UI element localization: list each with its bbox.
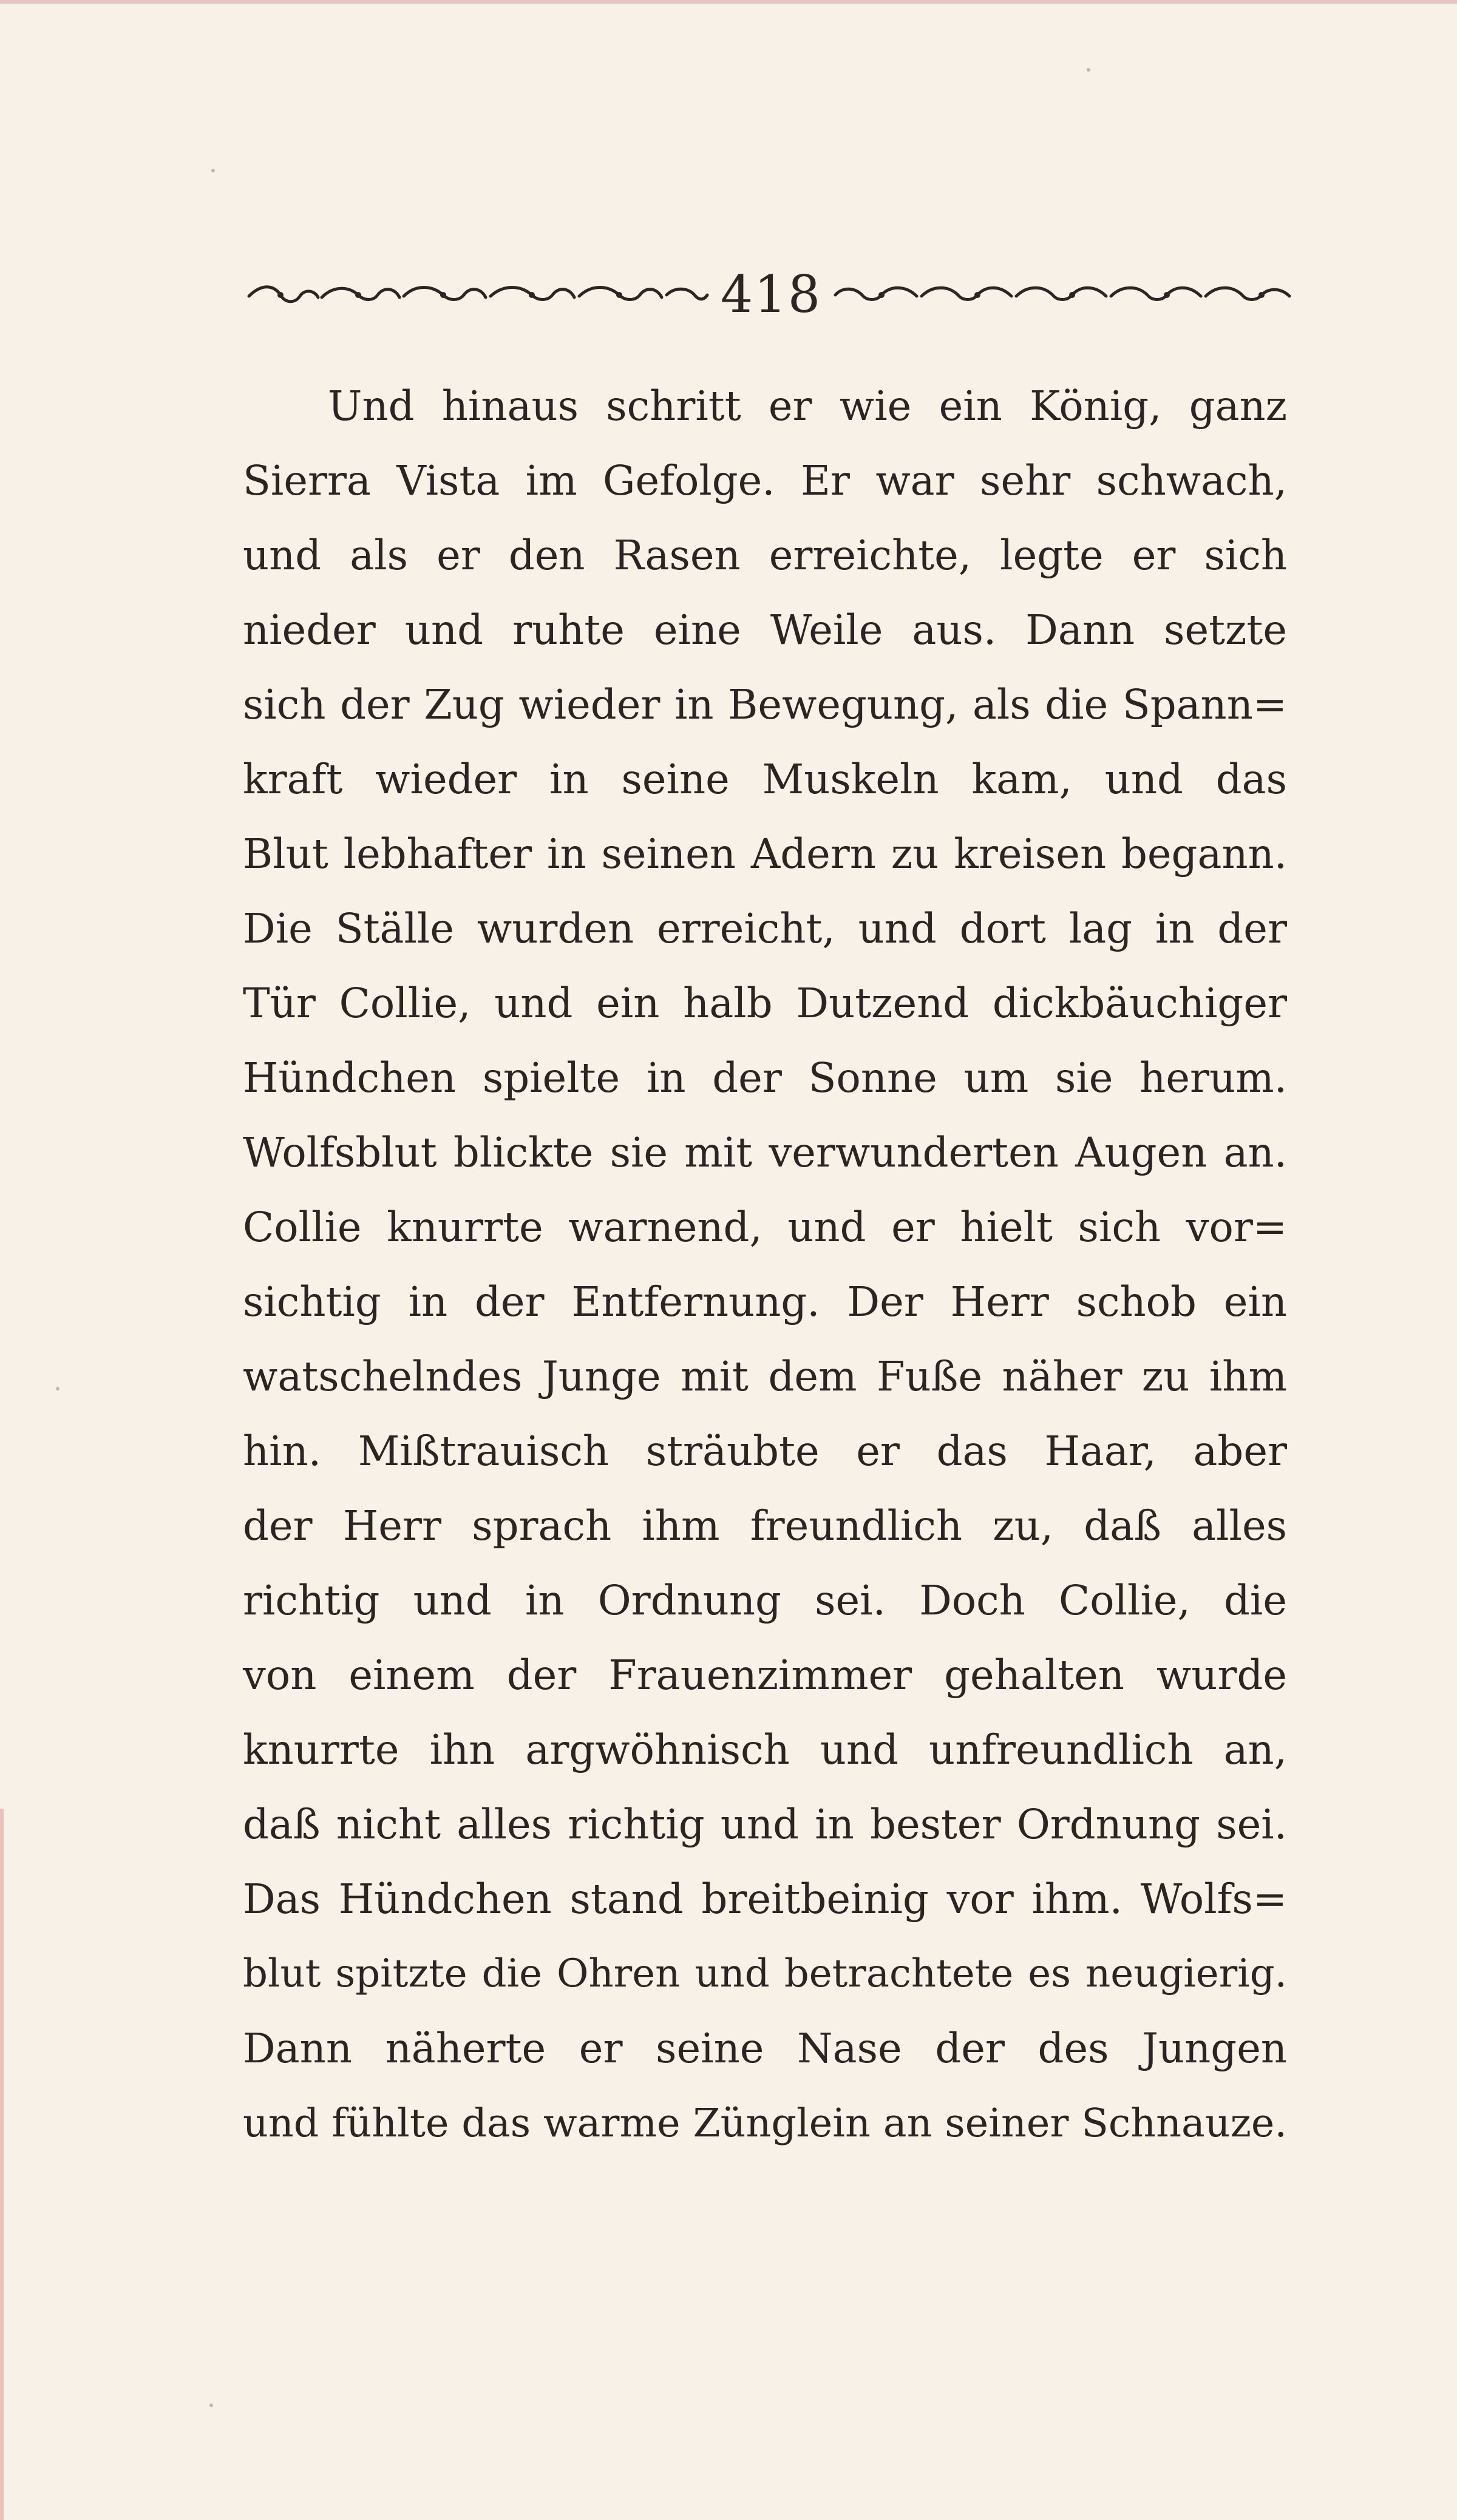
page-number: 418 — [720, 265, 822, 324]
text-line: Das Hündchen stand breitbeinig vor ihm. Wolfs= — [243, 1875, 1287, 1923]
body-text — [243, 369, 1287, 2161]
text-line: kraft wieder in seine Muskeln kam, und das — [243, 756, 1287, 803]
text-line: richtig und in Ordnung sei. Doch Collie, die — [243, 1577, 1287, 1624]
text-line: Blut lebhafter in seinen Adern zu kreisen begann. — [243, 830, 1287, 878]
text-line: Tür Collie, und ein halb Dutzend dickbäuchiger — [243, 980, 1287, 1027]
text-line: Collie knurrte warnend, und er hielt sich vor= — [243, 1204, 1287, 1251]
text-line: sich der Zug wieder in Bewegung, als die Spann= — [243, 681, 1287, 728]
text-line: der Herr sprach ihm freundlich zu, daß alles — [243, 1502, 1287, 1550]
text-line: knurrte ihn argwöhnisch und unfreundlich an, — [243, 1726, 1287, 1773]
text-line: hin. Mißtrauisch sträubte er das Haar, aber — [243, 1428, 1287, 1475]
page-left-edge-stain — [0, 1809, 4, 2520]
text-line: nieder und ruhte eine Weile aus. Dann setzte — [243, 606, 1287, 654]
page-top-edge — [0, 0, 1457, 4]
page-header — [243, 261, 1293, 328]
ornament-left-icon — [243, 279, 710, 310]
text-line: Die Ställe wurden erreicht, und dort lag in der — [243, 905, 1287, 952]
text-line: und fühlte das warme Zünglein an seiner Schnauze. — [243, 2101, 1287, 2146]
paper-speck — [1087, 68, 1090, 72]
text-line: blut spitzte die Ohren und betrachtete es neugierig. — [243, 1951, 1287, 1996]
text-line: Dann näherte er seine Nase der des Jungen — [243, 2025, 1287, 2072]
text-line: watschelndes Junge mit dem Fuße näher zu ihm — [243, 1353, 1287, 1400]
text-line: Wolfsblut blickte sie mit verwunderten Augen an. — [243, 1129, 1287, 1176]
text-line: Hündchen spielte in der Sonne um sie herum. — [243, 1054, 1287, 1102]
paper-speck — [209, 2403, 213, 2407]
text-line: und als er den Rasen erreichte, legte er sich — [243, 532, 1287, 579]
text-line: Und hinaus schritt er wie ein König, ganz — [328, 382, 1287, 430]
paper-speck — [56, 1387, 59, 1390]
text-line: Sierra Vista im Gefolge. Er war sehr schwach, — [243, 457, 1287, 504]
paper-speck — [211, 169, 215, 172]
text-line: sichtig in der Entfernung. Der Herr schob ein — [243, 1278, 1287, 1326]
text-line: von einem der Frauenzimmer gehalten wurde — [243, 1651, 1287, 1699]
ornament-right-icon — [832, 279, 1293, 310]
text-line: daß nicht alles richtig und in bester Ordnung sei. — [243, 1801, 1287, 1848]
